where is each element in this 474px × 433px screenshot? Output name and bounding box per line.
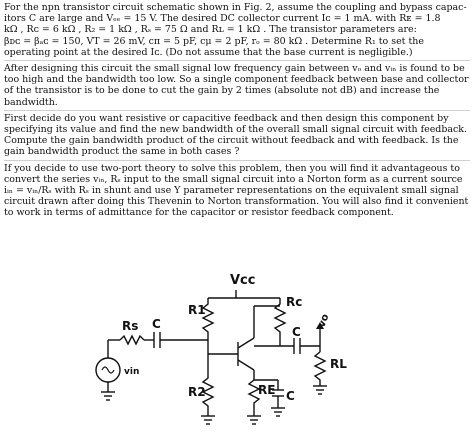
text-line: βᴅᴄ = βₐᴄ = 150, VT = 26 mV, cπ = 5 pF, cμ = 2 pF, rₒ = 80 kΩ . Determine R₁ to set the [4,35,424,47]
paragraph-two-port-hint [4,163,470,219]
label-rl: RL [330,357,347,371]
text-line: For the npn transistor circuit schematic shown in Fig. 2, assume the coupling and bypass capac- [4,2,467,13]
label-c-bypass: C [286,389,295,403]
text-line: too high and the bandwidth too low. So a single component feedback between base and collector [4,74,469,86]
ac-source-symbol [102,367,114,373]
problem-document [4,2,470,219]
text-line: circuit drawn after doing this Thevenin to Norton transformation. You will also find it convenient [4,196,469,208]
paragraph-design-question [4,113,470,158]
divider [4,60,470,61]
label-vcc: Vcc [230,273,256,288]
text-line: gain bandwidth product the same in both cases ? [4,146,240,158]
label-r1: R1 [188,303,206,317]
text-line: kΩ , Rᴄ = 6 kΩ , R₂ = 1 kΩ , Rₛ = 75 Ω and Rʟ = 1 kΩ . The transistor parameters are: [4,24,417,36]
paragraph-feedback-task [4,63,470,108]
label-c-input: C [152,317,161,331]
label-rc: Rc [286,295,303,309]
text-line: After designing this circuit the small signal low frequency gain between vₒ and vᵢₙ is found to be [4,63,465,75]
label-vin: vin [124,367,140,377]
circuit-schematic [88,266,378,430]
label-re: RE [258,383,276,397]
paragraph-circuit-spec [4,2,470,58]
text-line: convert the series vᵢₙ, Rₛ input to the small signal circuit into a Norton form as a current source [4,173,463,185]
label-vo: vo [316,312,332,330]
text-line: bandwidth. [4,96,58,108]
label-r2: R2 [188,385,206,399]
divider [4,110,470,111]
text-line: Compute the gain bandwidth product of the circuit without feedback and with feedback. Is the [4,135,459,147]
text-line: to work in terms of admittance for the capacitor or resistor feedback component. [4,207,394,219]
text-line: First decide do you want resistive or capacitive feedback and then design this component by [4,112,449,124]
text-line: iᵢₙ = vᵢₙ/Rₛ with Rₛ in shunt and use Y parameter representations on the equivalent small signal [4,185,459,197]
text-line: itors C are large and Vₑₑ = 15 V. The desired DC collector current Iᴄ = 1 mA. with Rᴇ = 1.8 [4,13,441,25]
label-c-output: C [292,325,301,339]
text-line: operating point at the desired Iᴄ. (Do not assume that the base current is negligible.) [4,46,413,58]
text-line: specifying its value and find the new bandwidth of the overall small signal circuit with feedback. [4,124,467,136]
label-rs: Rs [122,319,139,333]
text-line: of the transistor is to be done to cut the gain by 2 times (absolute not dB) and increase the [4,85,440,97]
text-line: If you decide to use two-port theory to solve this problem, then you will find it advantageous to [4,162,460,174]
divider [4,160,470,161]
